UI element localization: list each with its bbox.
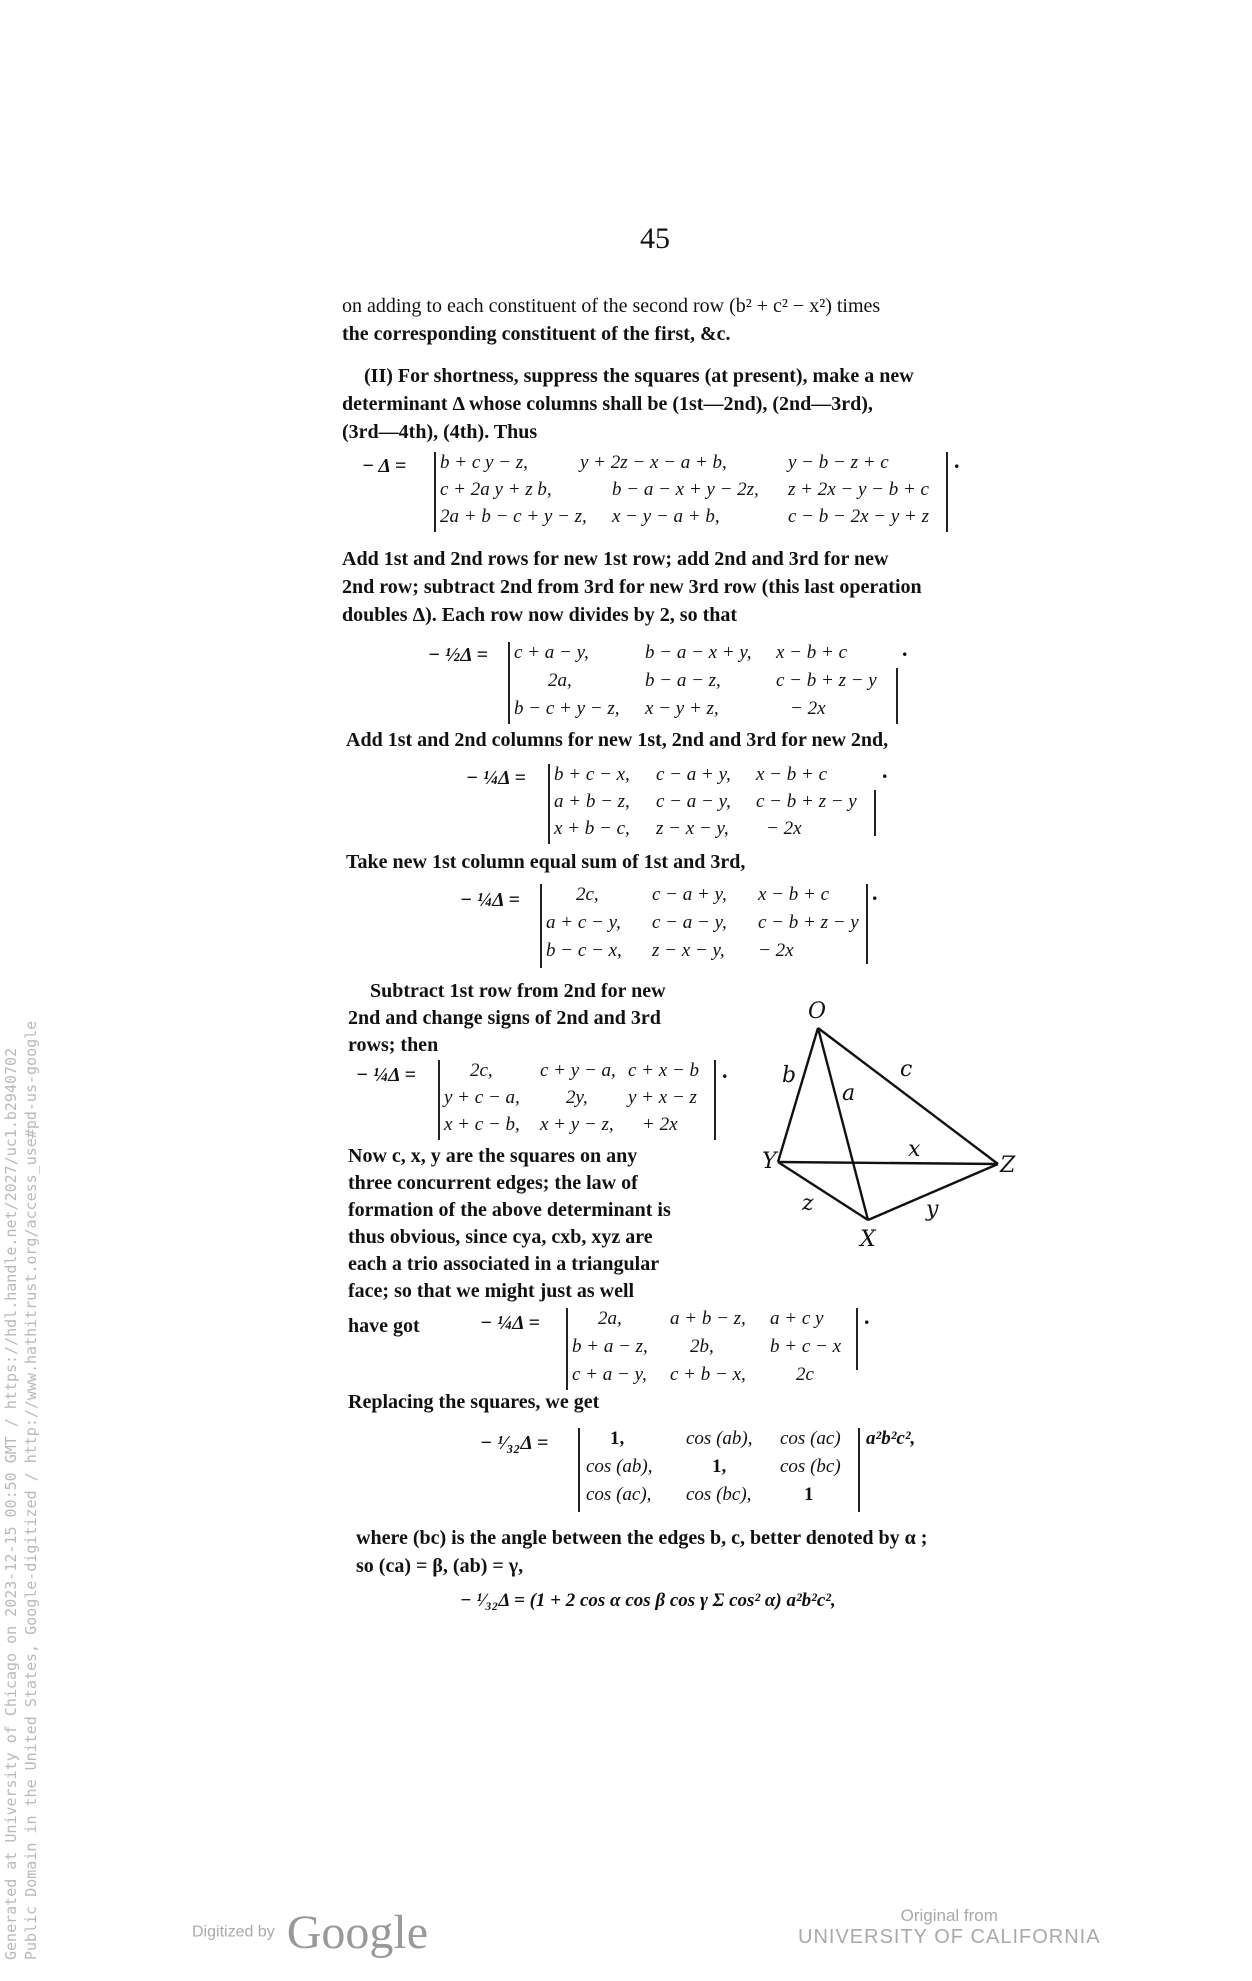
- det5-trail: .: [722, 1058, 728, 1083]
- det6-cell: 2c: [796, 1364, 814, 1385]
- para7-line1: Now c, x, y are the squares on any: [348, 1145, 638, 1167]
- det3-lhs: − ¼Δ =: [466, 767, 526, 789]
- det7-cell: cos (ac),: [586, 1484, 652, 1505]
- para2-line1: (II) For shortness, suppress the squares (at present), make a new: [364, 365, 914, 387]
- det1-lhs: − Δ =: [362, 455, 407, 477]
- det2-cell: c + a − y,: [514, 642, 589, 663]
- university-label: UNIVERSITY OF CALIFORNIA: [798, 1926, 1101, 1948]
- hathitrust-sidebar: [0, 960, 40, 1960]
- det6-cell: c + b − x,: [670, 1364, 746, 1385]
- det7-cell: 1,: [610, 1428, 625, 1449]
- det1-cell: b − a − x + y − 2z,: [612, 479, 759, 500]
- det6-left-bar: [566, 1308, 568, 1390]
- det5-cell: y + x − z: [628, 1087, 697, 1108]
- edge-OY: [778, 1028, 818, 1162]
- det2-cell: x − b + c: [776, 642, 848, 663]
- edge-label-b: b: [782, 1063, 797, 1088]
- page-number: 45: [640, 222, 670, 255]
- det1-cell: c − b − 2x − y + z: [788, 506, 929, 527]
- para9-line2: so (ca) = β, (ab) = γ,: [356, 1555, 524, 1577]
- tetrahedron-figure: [760, 996, 1030, 1266]
- para6-line3: rows; then: [348, 1034, 439, 1056]
- edge-YZ: [778, 1162, 998, 1164]
- det1-cell: 2a + b − c + y − z,: [440, 506, 587, 527]
- det5-left-bar: [438, 1060, 440, 1140]
- sidebar-line-2: Public Domain in the United States, Google-digitized / http://www.hathitrust.org/access_use#pd-us-google: [22, 1020, 40, 1960]
- det1-right-bar: [946, 452, 948, 532]
- para3-line1: Add 1st and 2nd rows for new 1st row; add 2nd and 3rd for new: [342, 548, 889, 570]
- det4-cell: c − a − y,: [652, 912, 727, 933]
- det7-lhs: − ¹⁄₃₂Δ =: [480, 1432, 549, 1454]
- sidebar-line-1: Generated at University of Chicago on 2023-12-15 00:50 GMT / https://hdl.handle.net/2027/uc1.b2940702: [2, 1047, 20, 1960]
- det6-cell: a + b − z,: [670, 1308, 746, 1329]
- para7-line4: thus obvious, since cya, cxb, xyz are: [348, 1226, 653, 1248]
- para6-line2: 2nd and change signs of 2nd and 3rd: [348, 1007, 661, 1029]
- det2-lhs: − ½Δ =: [428, 644, 488, 666]
- para1-line2: the corresponding constituent of the first, &c.: [342, 323, 731, 345]
- det5-right-bar: [714, 1060, 716, 1140]
- det1-left-bar: [434, 452, 436, 532]
- det3-cell: b + c − x,: [554, 764, 630, 785]
- det7-cell: cos (ab),: [686, 1428, 753, 1449]
- det1-trail: .: [954, 448, 960, 473]
- det2-cell: x − y + z,: [645, 698, 719, 719]
- para3-line3: doubles Δ). Each row now divides by 2, so that: [342, 604, 738, 626]
- det5-cell: c + y − a,: [540, 1060, 616, 1081]
- para8: Replacing the squares, we get: [348, 1391, 600, 1413]
- para2-line2: determinant Δ whose columns shall be (1st—2nd), (2nd—3rd),: [342, 393, 873, 415]
- edge-label-c: c: [900, 1057, 913, 1082]
- det5-cell: + 2x: [642, 1114, 678, 1135]
- vertex-label-Y: Y: [762, 1149, 777, 1174]
- para3-line2: 2nd row; subtract 2nd from 3rd for new 3rd row (this last operation: [342, 576, 922, 598]
- para7-line3: formation of the above determinant is: [348, 1199, 671, 1221]
- para7-line6: face; so that we might just as well: [348, 1280, 635, 1302]
- det7-trail: a²b²c²,: [866, 1428, 916, 1449]
- edge-label-a: a: [842, 1081, 856, 1106]
- det6-cell: c + a − y,: [572, 1364, 647, 1385]
- det7-cell: 1: [804, 1484, 814, 1505]
- det6-cell: 2a,: [598, 1308, 622, 1329]
- det4-cell: z − x − y,: [652, 940, 725, 961]
- edge-label-y: y: [926, 1197, 939, 1222]
- det2-trail: .: [902, 636, 908, 661]
- det5-lhs: − ¼Δ =: [356, 1064, 416, 1086]
- det4-cell: c − a + y,: [652, 884, 727, 905]
- edge-label-z: z: [802, 1191, 814, 1216]
- det2-cell: c − b + z − y: [776, 670, 877, 691]
- have-got: have got: [348, 1315, 420, 1337]
- det6-lhs: − ¼Δ =: [480, 1312, 540, 1334]
- det7-right-bar: [858, 1428, 860, 1512]
- vertex-label-Z: Z: [1000, 1153, 1016, 1178]
- det2-cell: b − c + y − z,: [514, 698, 620, 719]
- det7-cell: cos (ab),: [586, 1456, 653, 1477]
- para7-line5: each a trio associated in a triangular: [348, 1253, 660, 1275]
- det4-cell: c − b + z − y: [758, 912, 859, 933]
- det3-cell: c − b + z − y: [756, 791, 857, 812]
- det2-cell: − 2x: [790, 698, 826, 719]
- det1-cell: b + c y − z,: [440, 452, 528, 473]
- det5-cell: x + c − b,: [444, 1114, 520, 1135]
- google-logo: Google: [286, 1906, 429, 1959]
- det3-cell: x − b + c: [756, 764, 828, 785]
- digitized-by-label: Digitized by: [192, 1923, 275, 1941]
- det3-cell: c − a + y,: [656, 764, 731, 785]
- det4-cell: a + c − y,: [546, 912, 621, 933]
- original-from-label: Original from: [900, 1906, 998, 1925]
- det2-cell: b − a − z,: [645, 670, 721, 691]
- det4-trail: .: [872, 880, 878, 905]
- det4-left-bar: [540, 884, 542, 968]
- det1-cell: y + 2z − x − a + b,: [580, 452, 727, 473]
- det5-cell: c + x − b: [628, 1060, 700, 1081]
- det7-cell: 1,: [712, 1456, 727, 1477]
- det6-cell: b + a − z,: [572, 1336, 648, 1357]
- det3-right-bar: [874, 790, 876, 836]
- det6-cell: b + c − x: [770, 1336, 842, 1357]
- det7-left-bar: [578, 1428, 580, 1512]
- det5-cell: 2y,: [566, 1087, 588, 1108]
- det3-cell: x + b − c,: [554, 818, 630, 839]
- det4-cell: x − b + c: [758, 884, 830, 905]
- det3-cell: a + b − z,: [554, 791, 630, 812]
- det3-trail: .: [882, 758, 888, 783]
- digitized-by-google: [192, 1905, 428, 1960]
- det3-cell: c − a − y,: [656, 791, 731, 812]
- para9-line1: where (bc) is the angle between the edges b, c, better denoted by α ;: [356, 1527, 928, 1549]
- vertex-label-X: X: [860, 1227, 876, 1252]
- vertex-label-O: O: [808, 999, 827, 1024]
- det1-cell: z + 2x − y − b + c: [788, 479, 929, 500]
- det6-cell: a + c y: [770, 1308, 824, 1329]
- det5-cell: 2c,: [470, 1060, 493, 1081]
- para1-line1: on adding to each constituent of the second row (b² + c² − x²) times: [342, 295, 881, 317]
- para5: Take new 1st column equal sum of 1st and 3rd,: [346, 851, 746, 873]
- edge-label-x: x: [908, 1137, 921, 1162]
- det1-cell: y − b − z + c: [788, 452, 889, 473]
- det3-cell: z − x − y,: [656, 818, 729, 839]
- det3-left-bar: [548, 764, 550, 844]
- para6-line1: Subtract 1st row from 2nd for new: [370, 980, 666, 1002]
- det2-right-bar: [896, 668, 898, 724]
- det7-cell: cos (ac): [780, 1428, 841, 1449]
- det4-cell: b − c − x,: [546, 940, 622, 961]
- det5-cell: y + c − a,: [444, 1087, 520, 1108]
- det2-left-bar: [508, 642, 510, 724]
- det2-cell: 2a,: [548, 670, 572, 691]
- det1-cell: x − y − a + b,: [612, 506, 720, 527]
- det4-cell: − 2x: [758, 940, 794, 961]
- det4-right-bar: [866, 884, 868, 964]
- det2-cell: b − a − x + y,: [645, 642, 752, 663]
- final-equation: − ¹⁄₃₂Δ = (1 + 2 cos α cos β cos γ Σ cos² α) a²b²c²,: [460, 1590, 836, 1611]
- para2-line3: (3rd—4th), (4th). Thus: [342, 421, 538, 443]
- original-from-block: [798, 1906, 1101, 1949]
- det6-right-bar: [856, 1308, 858, 1370]
- det6-trail: .: [864, 1304, 870, 1329]
- det4-cell: 2c,: [576, 884, 599, 905]
- det1-cell: c + 2a y + z b,: [440, 479, 552, 500]
- det3-cell: − 2x: [766, 818, 802, 839]
- det6-cell: 2b,: [690, 1336, 714, 1357]
- para7-line2: three concurrent edges; the law of: [348, 1172, 638, 1194]
- det5-cell: x + y − z,: [540, 1114, 614, 1135]
- det7-cell: cos (bc): [780, 1456, 841, 1477]
- det4-lhs: − ¼Δ =: [460, 889, 520, 911]
- para4: Add 1st and 2nd columns for new 1st, 2nd and 3rd for new 2nd,: [346, 729, 889, 751]
- det7-cell: cos (bc),: [686, 1484, 752, 1505]
